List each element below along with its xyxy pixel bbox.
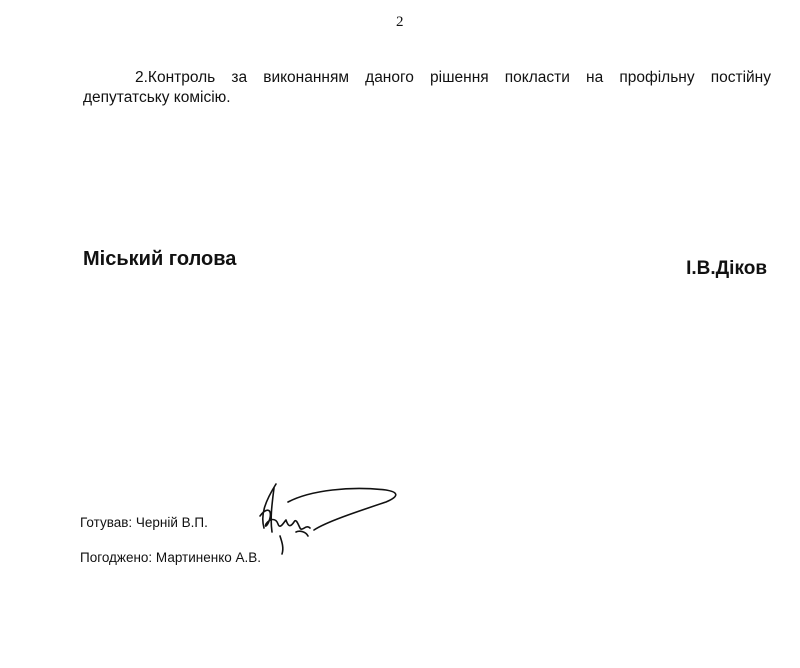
agreed-by: Погоджено: Мартиненко А.В.	[80, 550, 262, 565]
mayor-title: Міський голова	[83, 248, 237, 270]
paragraph-line-1: 2.Контроль за виконанням даного рішення покласти на профільну постійну	[135, 69, 771, 86]
prepared-by: Готував: Черній В.П.	[80, 515, 208, 530]
page-number: 2	[396, 14, 404, 30]
mayor-name: І.В.Діков	[686, 258, 767, 279]
handwritten-signature-icon	[236, 478, 406, 558]
paragraph-line-2: депутатську комісію.	[83, 89, 231, 106]
control-paragraph	[83, 68, 771, 108]
